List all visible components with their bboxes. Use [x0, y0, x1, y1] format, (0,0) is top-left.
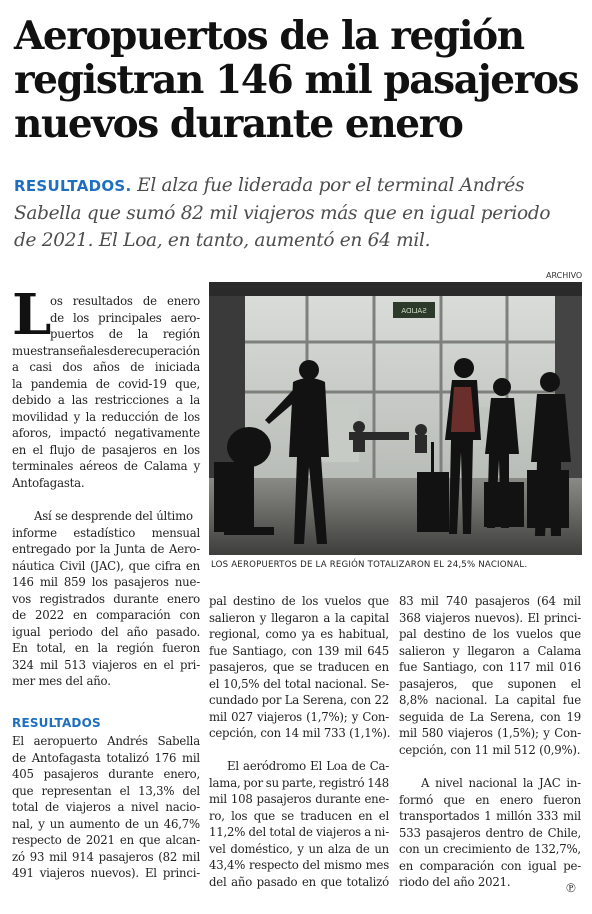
text-line: pasajeros, que se traducen en: [209, 660, 389, 674]
text-line: formó que en enero fueron: [399, 792, 581, 807]
text-line: fue Santiago, con 139 mil 645: [209, 643, 389, 658]
col1-para1: [12, 343, 200, 492]
text-line: náutica Civil (JAC), que cifra en: [12, 558, 200, 573]
text-line: total de viajeros a nivel nacio-: [12, 800, 200, 814]
text-line: pasajeros, que suponen el: [399, 676, 581, 691]
text-line: mil 580 viajeros (1,5%); y Con-: [399, 726, 581, 740]
text-line: pal destino de los vuelos que: [399, 627, 581, 641]
deck-text: El alza fue liderada por el terminal Andrés: [131, 175, 525, 196]
end-mark-icon: ℗: [566, 881, 576, 896]
text-line: 43,4% respecto del mismo mes: [209, 858, 389, 872]
deck-kicker: RESULTADOS.: [14, 177, 132, 195]
photo-credit: ARCHIVO: [546, 271, 583, 280]
text-line: de los principales aero-: [50, 310, 200, 325]
text-line: cundado por La Serena, con 22: [209, 693, 389, 707]
section-subhead: RESULTADOS: [12, 716, 101, 730]
col2-para2: [209, 758, 389, 890]
col1-para3: [12, 733, 200, 882]
text-line: el 10,5% del total nacional. Se-: [209, 676, 389, 691]
text-line: salieron y llegaron a Calama: [399, 643, 581, 658]
text-line: Así se desprende del último: [34, 509, 193, 523]
text-line: lama, por su parte, registró 148: [209, 775, 389, 790]
text-line: a casi dos años de iniciada: [12, 360, 200, 374]
text-line: En total, en la región fueron: [12, 641, 200, 655]
text-line: vel doméstico, y un alza de un: [209, 841, 389, 856]
text-line: que representan el 13,3% del: [12, 783, 200, 798]
text-line: cepción, con 14 mil 733 (1,1%).: [209, 726, 391, 740]
text-line: mer mes del año.: [12, 674, 111, 688]
text-line: 83 mil 740 pasajeros (64 mil: [399, 594, 581, 608]
text-line: en comparación con igual pe-: [399, 858, 581, 873]
text-line: El aeródromo El Loa de Ca-: [227, 759, 389, 773]
headline-line: Aeropuertos de la región: [14, 13, 524, 59]
text-line: movilidad y la reducción de los: [12, 409, 200, 424]
text-line: seguida de La Serena, con 19: [399, 709, 581, 724]
airport-photo-image: [209, 282, 582, 555]
deck-text: Sabella que sumó 82 mil viajeros más que en igual periodo: [14, 203, 551, 224]
text-line: terminales aéreos de Calama y: [12, 459, 200, 473]
text-line: salieron y llegaron a la capital: [209, 610, 389, 625]
headline-line: registran 146 mil pasajeros: [14, 57, 579, 103]
text-line: 324 mil 513 viajeros en el pri-: [12, 657, 200, 672]
text-line: El aeropuerto Andrés Sabella: [12, 734, 200, 748]
text-line: 491 viajeros nuevos). El princi-: [12, 866, 200, 880]
text-line: cepción, con 11 mil 512 (0,9%).: [399, 742, 581, 757]
col1-para2: [12, 508, 200, 690]
text-line: fue Santiago, con 117 mil 016: [399, 660, 581, 674]
text-line: pal destino de los vuelos que: [209, 594, 389, 608]
col2-para1: [209, 593, 389, 742]
text-line: del año pasado en que totalizó: [209, 874, 389, 889]
text-line: transportados 1 millón 333 mil: [399, 809, 581, 823]
text-line: Antofagasta.: [12, 475, 85, 490]
text-line: nal, y un aumento de un 46,7%: [12, 816, 200, 831]
text-line: ro, los que se traducen en el: [209, 808, 389, 823]
drop-cap: L: [12, 282, 52, 348]
col3-para1: [399, 593, 581, 758]
text-line: aforos, impactó negativamente: [12, 426, 200, 440]
text-line: igual periodo del año pasado.: [12, 624, 200, 639]
text-line: la pandemia de covid-19 que,: [12, 376, 200, 391]
photo-caption: LOS AEROPUERTOS DE LA REGIÓN TOTALIZARON EL 24,5% NACIONAL.: [211, 560, 528, 570]
text-line: riodo del año 2021.: [399, 875, 511, 889]
text-line: de 2022 en comparación con: [12, 608, 200, 622]
text-line: 11,2% del total de viajeros a ni-: [209, 825, 389, 839]
headline: [14, 14, 584, 146]
text-line: vos registrados durante enero: [12, 591, 200, 606]
text-line: informe estadístico mensual: [12, 525, 200, 540]
text-line: 405 pasajeros durante enero,: [12, 767, 200, 781]
text-line: zó 93 mil 914 pasajeros (82 mil: [12, 849, 200, 864]
deck: [14, 172, 584, 254]
text-line: debido a las restricciones a la: [12, 393, 200, 407]
text-line: os resultados de enero: [50, 294, 200, 308]
text-line: 146 mil 859 los pasajeros nue-: [12, 575, 200, 589]
text-line: muestran señales de recuperación: [12, 343, 200, 358]
text-line: A nivel nacional la JAC in-: [421, 776, 581, 790]
text-line: con un crecimiento de 132,7%,: [399, 842, 581, 856]
col3-para2: [399, 775, 581, 891]
headline-line: nuevos durante enero: [14, 101, 463, 147]
text-line: mil 108 pasajeros durante ene-: [209, 792, 389, 806]
text-line: 368 viajeros nuevos). El princi-: [399, 610, 581, 625]
col1-para1-indented: [50, 293, 200, 343]
airport-photo: [209, 282, 582, 555]
text-line: 533 pasajeros dentro de Chile,: [399, 825, 581, 840]
deck-text: de 2021. El Loa, en tanto, aumentó en 64 mil.: [14, 230, 431, 251]
text-line: en el flujo de pasajeros en los: [12, 442, 200, 457]
text-line: de Antofagasta totalizó 176 mil: [12, 750, 200, 765]
text-line: entregado por la Junta de Aero-: [12, 542, 200, 556]
text-line: regional, como ya es habitual,: [209, 627, 389, 641]
text-line: 8,8% nacional. La capital fue: [399, 693, 581, 707]
text-line: mil 027 viajeros (1,7%); y Con-: [209, 709, 389, 724]
text-line: puertos de la región: [50, 327, 200, 341]
text-line: respecto de 2021 en que alcan-: [12, 833, 200, 847]
exit-sign: SALIDA: [401, 307, 427, 315]
